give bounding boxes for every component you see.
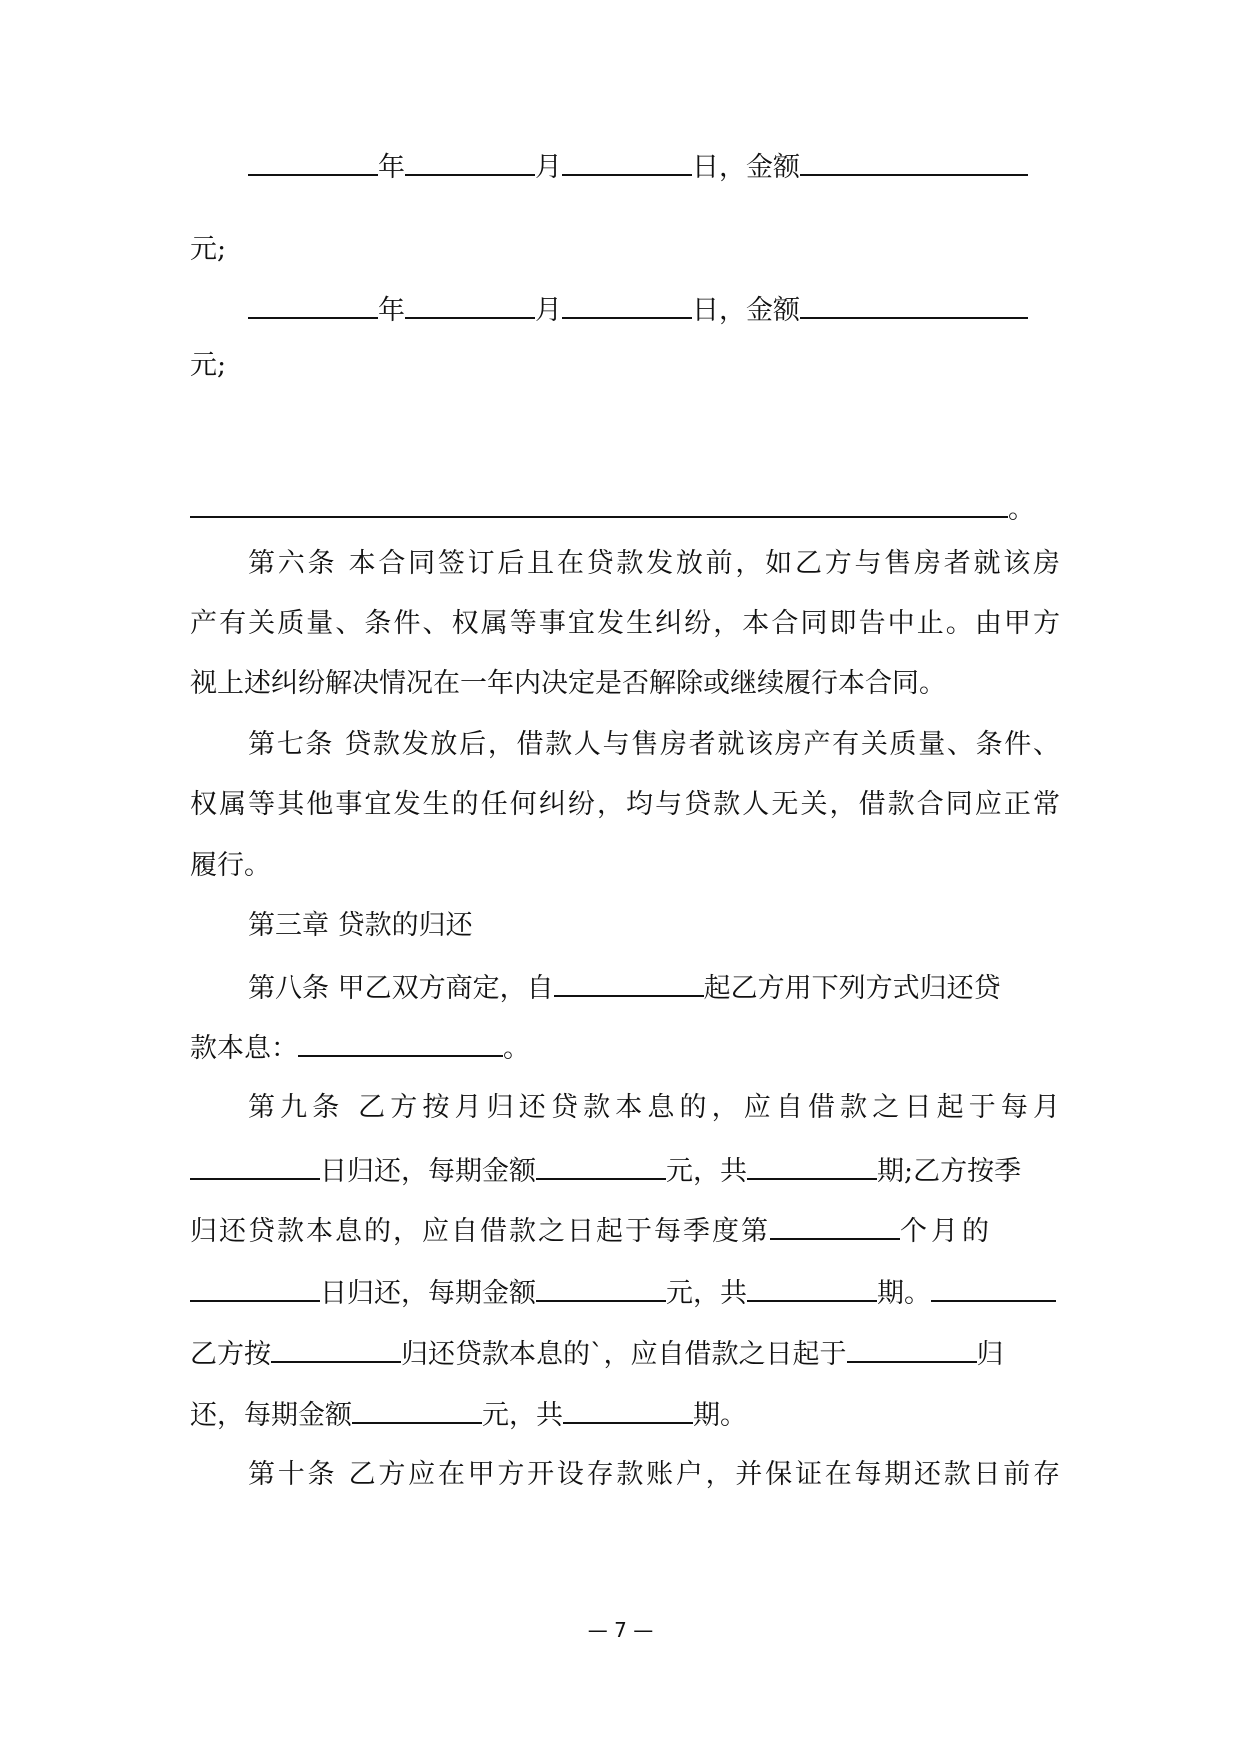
blank-field <box>562 134 692 176</box>
text-line-4: 元; <box>190 350 227 381</box>
text-line-8: 视上述纠纷解决情况在一年内决定是否解除或继续履行本合同。 <box>190 668 946 699</box>
blank-field <box>770 1198 900 1240</box>
blank-field <box>747 1260 877 1302</box>
blank-field <box>352 1382 482 1424</box>
blank-field <box>536 1138 666 1180</box>
blank-field <box>562 277 692 319</box>
blank-field <box>298 1015 503 1057</box>
text-line-16: 日归还，每期金额 元，共 期;乙方按季 <box>190 1138 1060 1202</box>
text-line-13: 第八条 甲乙双方商定，自 起乙方用下列方式归还贷 <box>248 955 1060 1019</box>
blank-field <box>190 1138 320 1180</box>
blank-field <box>800 277 1028 319</box>
text-line-10: 权属等其他事宜发生的任何纠纷，均与贷款人无关，借款合同应正常 <box>190 789 1060 820</box>
blank-field <box>536 1260 666 1302</box>
text-line-20: 还，每期金额 元，共 期。 <box>190 1382 1060 1446</box>
blank-field <box>405 277 535 319</box>
text-line-1: 年 月 日，金额 <box>248 134 1060 198</box>
text-line-5: 。 <box>190 476 1060 540</box>
blank-field <box>554 955 704 997</box>
blank-field <box>248 277 378 319</box>
blank-field <box>847 1321 977 1363</box>
page-number: — 7 — <box>587 1618 654 1642</box>
text-line-7: 产有关质量、条件、权属等事宜发生纠纷，本合同即告中止。由甲方 <box>190 608 1060 639</box>
text-line-11: 履行。 <box>190 850 271 881</box>
blank-field <box>800 134 1028 176</box>
text-line-19: 乙方按 归还贷款本息的`，应自借款之日起于 归 <box>190 1321 1060 1385</box>
text-line-2: 元; <box>190 234 227 265</box>
blank-field <box>747 1138 877 1180</box>
blank-field <box>190 476 1008 518</box>
text-line-9: 第七条 贷款发放后，借款人与售房者就该房产有关质量、条件、 <box>248 729 1060 760</box>
blank-field <box>563 1382 693 1424</box>
text-line-21: 第十条 乙方应在甲方开设存款账户，并保证在每期还款日前存 <box>248 1459 1060 1490</box>
text-line-18: 日归还，每期金额 元，共 期。 <box>190 1260 1060 1324</box>
text-line-6: 第六条 本合同签订后且在贷款发放前，如乙方与售房者就该房 <box>248 548 1060 579</box>
blank-field <box>190 1260 320 1302</box>
text-line-14: 款本息： 。 <box>190 1015 1060 1079</box>
text-line-17: 归还贷款本息的，应自借款之日起于每季度第 个月的 <box>190 1198 1060 1262</box>
blank-field <box>405 134 535 176</box>
text-line-15: 第九条 乙方按月归还贷款本息的，应自借款之日起于每月 <box>248 1092 1060 1123</box>
blank-field <box>271 1321 401 1363</box>
blank-field <box>931 1260 1056 1302</box>
blank-field <box>248 134 378 176</box>
text-line-3: 年 月 日，金额 <box>248 277 1060 341</box>
chapter-heading: 第三章 贷款的归还 <box>248 910 473 941</box>
